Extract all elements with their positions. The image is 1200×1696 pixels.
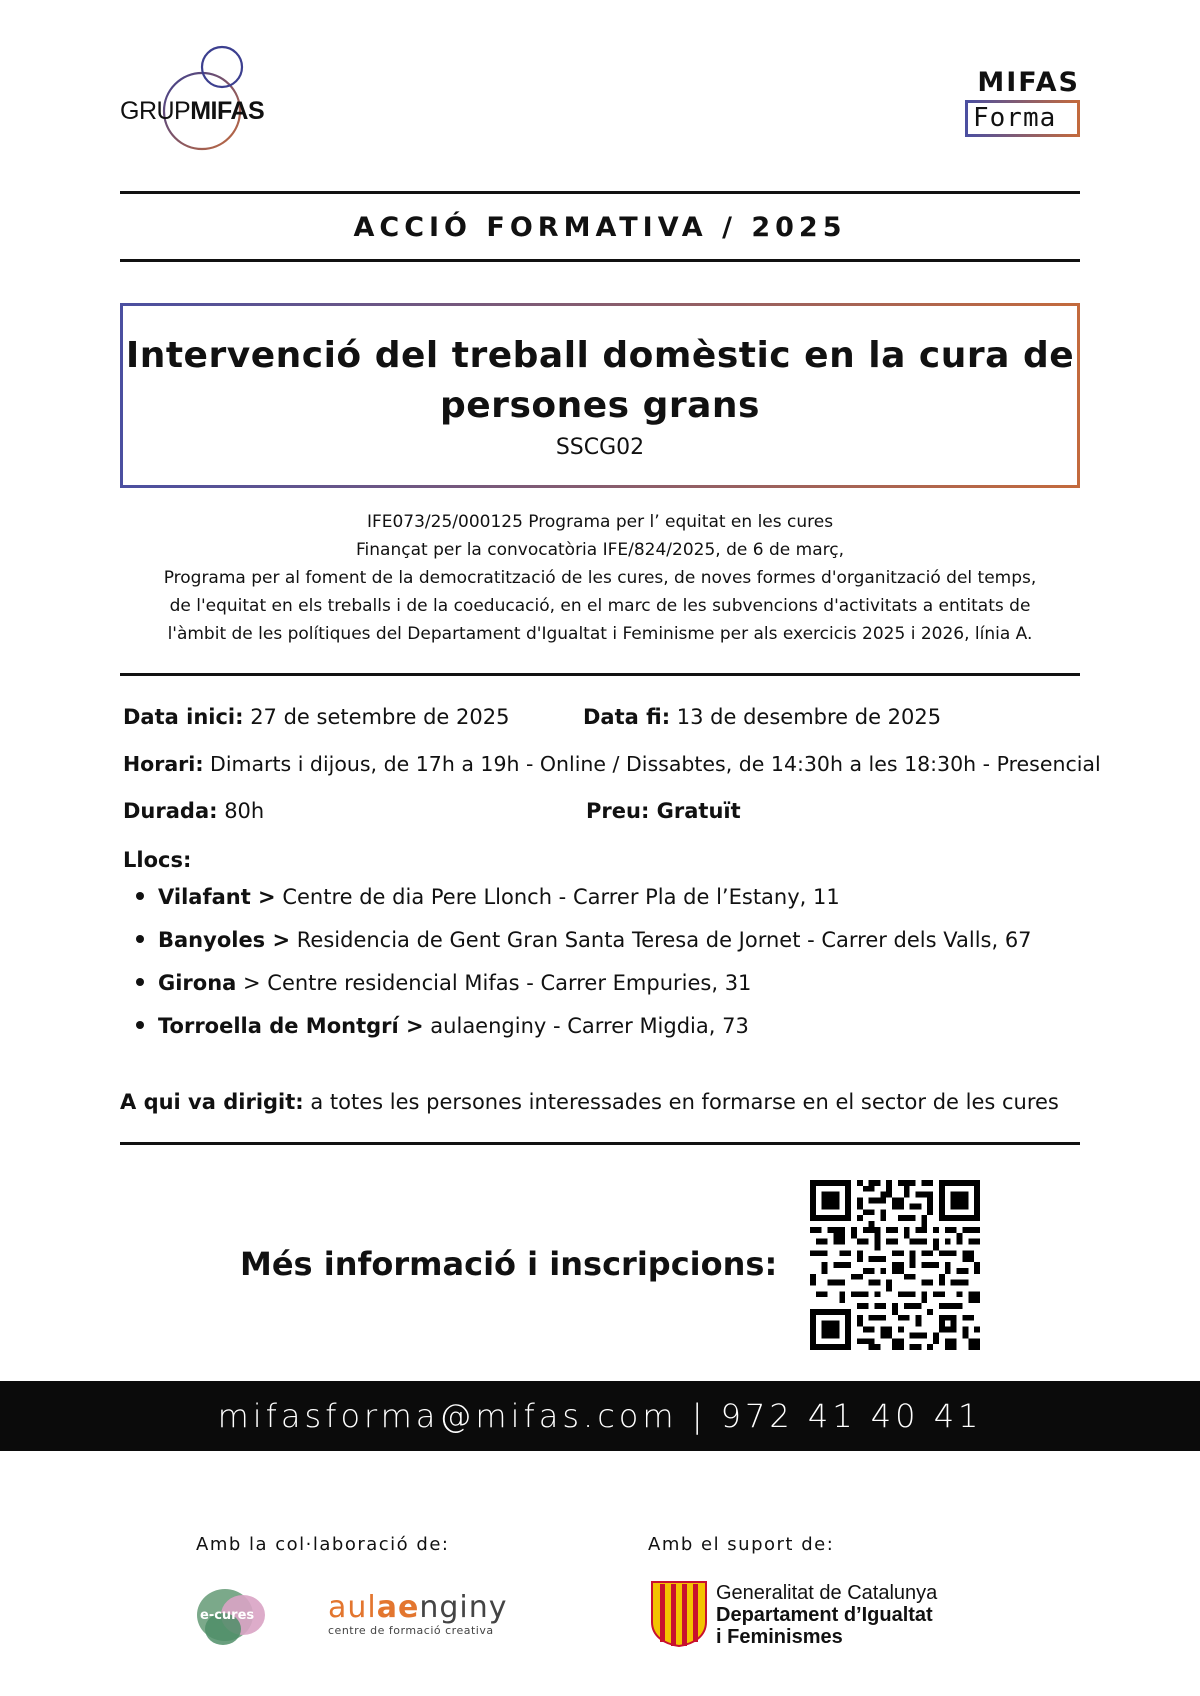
mifas-word: MIFAS — [977, 67, 1080, 98]
end-date: Data fi: 13 de desembre de 2025 — [583, 705, 942, 729]
list-item: Girona > Centre residencial Mifas - Carrer Empuries, 31 — [136, 971, 1032, 1014]
schedule: Horari: Dimarts i dijous, de 17h a 19h - Online / Dissabtes, de 14:30h a les 18:30h - Presencial — [123, 752, 1101, 776]
start-date: Data inici: 27 de setembre de 2025 — [123, 705, 510, 729]
more-info-heading: Més informació i inscripcions: — [240, 1245, 778, 1283]
generalitat-logo — [650, 1580, 970, 1650]
program-line: IFE073/25/000125 Programa per l’ equitat en les cures — [366, 512, 834, 532]
grup-mifas-wordmark: GRUPMIFAS — [120, 97, 265, 125]
divider — [120, 259, 1080, 262]
list-item: Vilafant > Centre de dia Pere Llonch - Carrer Pla de l’Estany, 11 — [136, 885, 1032, 928]
bullet-icon — [136, 935, 144, 943]
forma-word: Forma — [965, 100, 1080, 137]
program-line: Programa per al foment de la democratització de les cures, de noves formes d'organització del temps, — [163, 568, 1037, 588]
grup-mifas-logo — [120, 45, 280, 155]
senyera-shield-icon — [650, 1580, 708, 1648]
divider — [120, 191, 1080, 194]
contact-bar[interactable]: mifasforma@mifas.com | 972 41 40 41 — [0, 1381, 1200, 1451]
locations-list — [136, 885, 1032, 1057]
price: Preu: Gratuït — [586, 799, 741, 823]
mifas-forma-logo — [965, 68, 1080, 137]
bullet-icon — [136, 1021, 144, 1029]
aulaenginy-tagline: centre de formació creativa — [328, 1624, 494, 1637]
program-line: de l'equitat en els treballs i de la coeducació, en el marc de les subvencions d'activitats a entitats de — [169, 596, 1031, 616]
e-cures-logo: e-cures — [195, 1585, 270, 1651]
list-item: Banyoles > Residencia de Gent Gran Santa Teresa de Jornet - Carrer dels Valls, 67 — [136, 928, 1032, 971]
program-line: l'àmbit de les polítiques del Departament d'Igualtat i Feminisme per als exercicis 2025 i 2026, línia A. — [167, 624, 1033, 644]
qr-code-icon[interactable] — [810, 1180, 980, 1350]
program-description — [120, 508, 1080, 648]
locations-label: Llocs: — [123, 848, 192, 872]
support-label: Amb el suport de: — [648, 1534, 835, 1555]
bullet-icon — [136, 892, 144, 900]
program-line: Finançat per la convocatòria IFE/824/2025, de 6 de març, — [356, 540, 844, 560]
list-item: Torroella de Montgrí > aulaenginy - Carrer Migdia, 73 — [136, 1014, 1032, 1057]
course-title-box — [120, 303, 1080, 488]
course-code: SSCG02 — [555, 435, 645, 460]
duration: Durada: 80h — [123, 799, 265, 823]
section-heading: ACCIÓ FORMATIVA / 2025 — [353, 212, 847, 243]
course-title: Intervenció del treball domèstic en la cura de persones grans — [125, 335, 1075, 426]
divider — [120, 1142, 1080, 1145]
aulaenginy-wordmark: aulaenginy — [328, 1590, 508, 1625]
collaboration-label: Amb la col·laboració de: — [196, 1534, 450, 1555]
target-audience: A qui va dirigit: a totes les persones interessades en formarse en el sector de les cures — [120, 1090, 1059, 1114]
generalitat-text: Generalitat de Catalunya Departament d’Igualtat i Feminismes — [716, 1582, 938, 1648]
bullet-icon — [136, 978, 144, 986]
divider — [120, 673, 1080, 676]
aulaenginy-logo — [328, 1592, 508, 1640]
